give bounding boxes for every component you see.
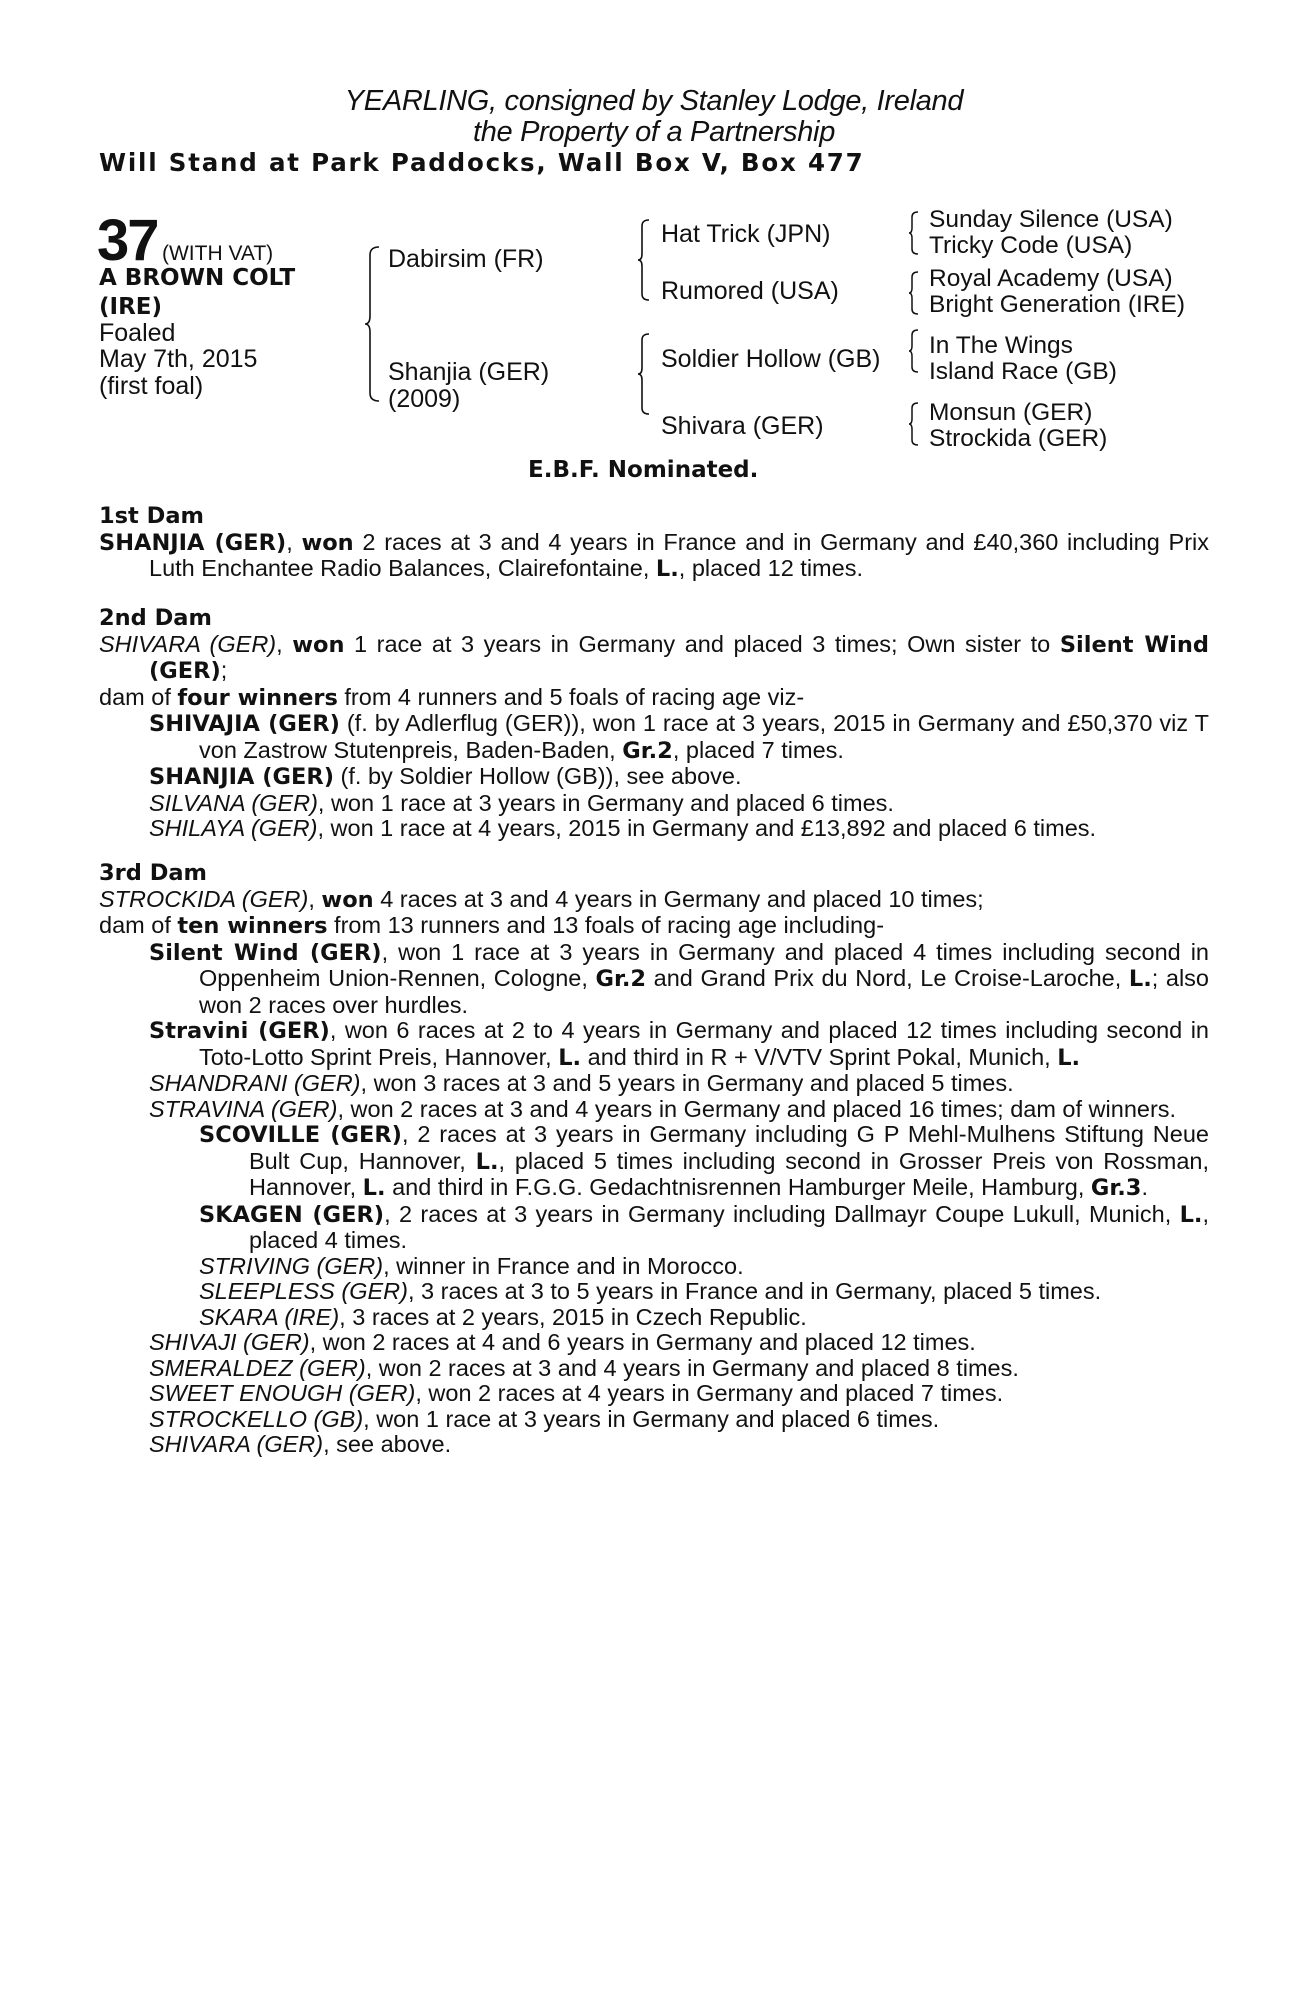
pedigree-dam: Shanjia (GER) xyxy=(388,358,550,386)
first-dam-entry: SHANJIA (GER), won 2 races at 3 and 4 years in France and in Germany and £40,360 including Prix Luth Enchantee Radio Balances, Clairefontaine, L., placed 12 times. xyxy=(99,528,1209,582)
progeny-text: , won 1 race at 4 years, 2015 in Germany and £13,892 and placed 6 times. xyxy=(317,815,1097,841)
first-dam-text: 2 races at 3 and 4 years in France and in Germany and £40,360 including Prix Luth Enchantee Radio Balances, Clairefontaine, xyxy=(149,528,1209,581)
pedigree-gen3-3: Royal Academy (USA) xyxy=(929,265,1173,292)
progeny-entry xyxy=(99,1097,1209,1123)
progeny-name: STRAVINA (GER) xyxy=(149,1095,338,1122)
progeny-text: , 3 races at 2 years, 2015 in Czech Republic. xyxy=(339,1303,807,1330)
progeny-text: , won 2 races at 4 and 6 years in Germany and placed 12 times. xyxy=(309,1329,976,1355)
group-marker: Gr.2 xyxy=(595,966,647,992)
progeny-name: SHANJIA (GER) xyxy=(149,764,334,790)
progeny-name: SHANDRANI (GER) xyxy=(149,1070,361,1096)
sire-line-brace xyxy=(637,219,651,301)
grand-progeny-entry xyxy=(99,1279,1209,1305)
won-label: won xyxy=(321,886,374,913)
second-dam-heading: 2nd Dam xyxy=(99,605,212,631)
progeny-entry xyxy=(99,1356,1209,1382)
progeny-text: (f. by Adlerflug (GER)), won 1 race at 3 years, 2015 in Germany and £50,370 viz T von Zastrow Stutenpreis, Baden-Baden, xyxy=(199,710,1209,763)
listed-marker: L. xyxy=(362,1175,386,1201)
second-dam-name: SHIVARA (GER) xyxy=(99,630,277,657)
grand-progeny-entry xyxy=(99,1254,1209,1280)
won-label: won xyxy=(301,529,354,556)
progeny-entry xyxy=(99,1407,1209,1433)
progeny-entry xyxy=(99,1330,1209,1356)
progeny-name: SMERALDEZ (GER) xyxy=(149,1354,366,1381)
pedigree-gen3-2: Tricky Code (USA) xyxy=(929,232,1133,259)
progeny-text: , won 1 race at 3 years in Germany and placed 6 times. xyxy=(317,789,894,816)
progeny-entry xyxy=(99,940,1209,1019)
gen3-brace-3 xyxy=(908,329,920,373)
progeny-name: Silent Wind (GER) xyxy=(149,939,382,966)
listed-marker: L. xyxy=(475,1148,499,1175)
listed-marker: L. xyxy=(1057,1044,1081,1071)
progeny-text-end: , placed 4 times. xyxy=(249,1200,1209,1253)
progeny-text: and Grand Prix du Nord, Le Croise-Laroche, xyxy=(646,965,1129,991)
progeny-entry xyxy=(99,1018,1209,1071)
progeny-text: , placed 5 times including second in Grosser Preis von Rossman, Hannover, xyxy=(249,1147,1209,1200)
pedigree-gen3-4: Bright Generation (IRE) xyxy=(929,291,1185,318)
progeny-name: SCOVILLE (GER) xyxy=(199,1122,402,1148)
vat-label: (WITH VAT) xyxy=(161,242,274,265)
second-dam-entry: SHIVARA (GER), won 1 race at 3 years in Germany and placed 3 times; Own sister to Silent Wind (GER); xyxy=(99,630,1209,684)
progeny-text: , won 1 race at 3 years in Germany and placed 6 times. xyxy=(363,1405,940,1432)
progeny-entry xyxy=(99,764,1209,791)
property-line: the Property of a Partnership xyxy=(472,116,836,148)
progeny-text-end: , placed 7 times. xyxy=(672,736,844,763)
pedigree-gen3-8: Strockida (GER) xyxy=(929,425,1108,452)
listed-marker: L. xyxy=(558,1044,582,1071)
pedigree-gen3-6: Island Race (GB) xyxy=(929,358,1117,385)
lot-number: 37 xyxy=(97,208,158,273)
stand-line: Will Stand at Park Paddocks, Wall Box V, Box 477 xyxy=(99,148,865,177)
dam-of-text: from 13 runners and 13 foals of racing age including- xyxy=(327,912,885,938)
progeny-entry xyxy=(99,816,1209,842)
progeny-text: , won 1 race at 3 years in Germany and placed 4 times including second in Oppenheim Union-Rennen, Cologne, xyxy=(199,938,1209,991)
pedigree-gen2-4: Shivara (GER) xyxy=(661,412,824,440)
progeny-entry xyxy=(99,711,1209,764)
listed-marker: L. xyxy=(655,556,679,582)
dam-line-brace xyxy=(637,333,651,415)
grand-progeny-entry xyxy=(99,1122,1209,1202)
progeny-name: STROCKELLO (GB) xyxy=(149,1405,364,1432)
progeny-text: , won 2 races at 3 and 4 years in Germany and placed 8 times. xyxy=(365,1354,1019,1381)
progeny-text: , 2 races at 3 years in Germany including G P Mehl-Mulhens Stiftung Neue Bult Cup, Hannover, xyxy=(249,1121,1209,1174)
consignor-line: YEARLING, consigned by Stanley Lodge, Ireland xyxy=(344,85,964,117)
ebf-nominated: E.B.F. Nominated. xyxy=(528,457,759,483)
pedigree-gen3-1: Sunday Silence (USA) xyxy=(929,206,1173,233)
foal-note: (first foal) xyxy=(99,372,204,400)
progeny-name: SLEEPLESS (GER) xyxy=(199,1278,408,1304)
progeny-name: SILVANA (GER) xyxy=(149,789,318,816)
third-dam-section xyxy=(99,861,1209,1458)
progeny-name: SHILAYA (GER) xyxy=(149,815,318,841)
pedigree-sire: Dabirsim (FR) xyxy=(388,245,544,273)
dam-of-label: dam of xyxy=(99,912,178,938)
lot-title-country: (IRE) xyxy=(99,294,163,320)
third-dam-text: 4 races at 3 and 4 years in Germany and placed 10 times; xyxy=(373,885,984,912)
first-dam-section xyxy=(99,504,1209,583)
dam-of-text: from 4 runners and 5 foals of racing age viz- xyxy=(337,683,805,710)
gen3-brace-1 xyxy=(908,211,920,255)
foaled-date: May 7th, 2015 xyxy=(99,345,258,373)
progeny-entry xyxy=(99,1071,1209,1097)
progeny-text-end: . xyxy=(1141,1174,1148,1200)
third-dam-dam-of xyxy=(99,913,1209,940)
lot-title: A BROWN COLT xyxy=(99,265,296,291)
progeny-name: SKARA (IRE) xyxy=(199,1303,340,1330)
progeny-text: , won 2 races at 3 and 4 years in Germany and placed 16 times; dam of winners. xyxy=(337,1095,1177,1122)
progeny-text: , won 2 races at 4 years in Germany and placed 7 times. xyxy=(415,1380,1004,1406)
progeny-text: , see above. xyxy=(323,1431,452,1457)
progeny-name: SHIVAJIA (GER) xyxy=(149,711,340,737)
progeny-name: SKAGEN (GER) xyxy=(199,1201,385,1228)
pedigree-gen2-1: Hat Trick (JPN) xyxy=(661,220,831,248)
group-marker: Gr.3 xyxy=(1090,1175,1142,1201)
third-dam-name: STROCKIDA (GER) xyxy=(99,885,309,912)
progeny-name: SHIVARA (GER) xyxy=(149,1431,324,1457)
sister-name: Silent Wind (GER) xyxy=(149,631,1209,684)
pedigree-gen2-3: Soldier Hollow (GB) xyxy=(661,345,881,373)
second-dam-text: 1 race at 3 years in Germany and placed 3 times; Own sister to xyxy=(344,630,1060,657)
gen3-brace-4 xyxy=(908,402,920,446)
pedigree-gen3-5: In The Wings xyxy=(929,332,1073,359)
progeny-text: , won 3 races at 3 and 5 years in Germany and placed 5 times. xyxy=(360,1070,1014,1096)
third-dam-heading: 3rd Dam xyxy=(99,860,207,886)
progeny-text: (f. by Soldier Hollow (GB)), see above. xyxy=(334,763,742,789)
group-marker: Gr.2 xyxy=(622,737,673,764)
third-dam-entry: STROCKIDA (GER), won 4 races at 3 and 4 years in Germany and placed 10 times; xyxy=(99,885,984,913)
lot-number-row xyxy=(97,208,274,273)
grand-progeny-entry xyxy=(99,1202,1209,1254)
grand-progeny-entry xyxy=(99,1305,1209,1331)
second-dam-section xyxy=(99,606,1209,842)
progeny-text: and third in F.G.G. Gedachtnisrennen Hamburger Meile, Hamburg, xyxy=(385,1174,1091,1200)
progeny-text: , won 6 races at 2 to 4 years in Germany and placed 12 times including second in Toto-Lotto Sprint Preis, Hannover, xyxy=(199,1017,1209,1070)
second-dam-dam-of xyxy=(99,685,1209,712)
progeny-entry xyxy=(99,1432,1209,1458)
progeny-text: , 3 races at 3 to 5 years in France and in Germany, placed 5 times. xyxy=(407,1278,1102,1304)
first-dam-text-end: , placed 12 times. xyxy=(678,555,863,581)
progeny-text: , 2 races at 3 years in Germany including Dallmayr Coupe Lukull, Munich, xyxy=(384,1200,1180,1227)
progeny-name: SHIVAJI (GER) xyxy=(149,1329,310,1355)
winners-count: ten winners xyxy=(177,913,328,939)
progeny-text: , winner in France and in Morocco. xyxy=(383,1252,744,1279)
first-dam-name: SHANJIA (GER) xyxy=(99,529,287,556)
foaled-label: Foaled xyxy=(99,319,176,347)
pedigree-dam-year: (2009) xyxy=(388,385,461,413)
progeny-text-end: ; also won 2 races over hurdles. xyxy=(199,965,1210,1018)
listed-marker: L. xyxy=(1179,1201,1203,1228)
gen3-brace-2 xyxy=(908,271,920,315)
progeny-name: STRIVING (GER) xyxy=(199,1252,384,1279)
progeny-text: and third in R + V/VTV Sprint Pokal, Munich, xyxy=(581,1043,1058,1070)
progeny-name: Stravini (GER) xyxy=(149,1018,330,1044)
first-dam-heading: 1st Dam xyxy=(99,503,204,529)
pedigree-gen2-2: Rumored (USA) xyxy=(661,277,839,305)
dam-of-label: dam of xyxy=(99,683,178,710)
won-label: won xyxy=(292,631,345,658)
sire-dam-brace xyxy=(364,246,382,402)
progeny-entry xyxy=(99,791,1209,817)
pedigree-gen3-7: Monsun (GER) xyxy=(929,399,1093,426)
progeny-name: SWEET ENOUGH (GER) xyxy=(149,1380,416,1406)
progeny-entry xyxy=(99,1381,1209,1407)
listed-marker: L. xyxy=(1128,966,1152,992)
winners-count: four winners xyxy=(177,684,338,711)
